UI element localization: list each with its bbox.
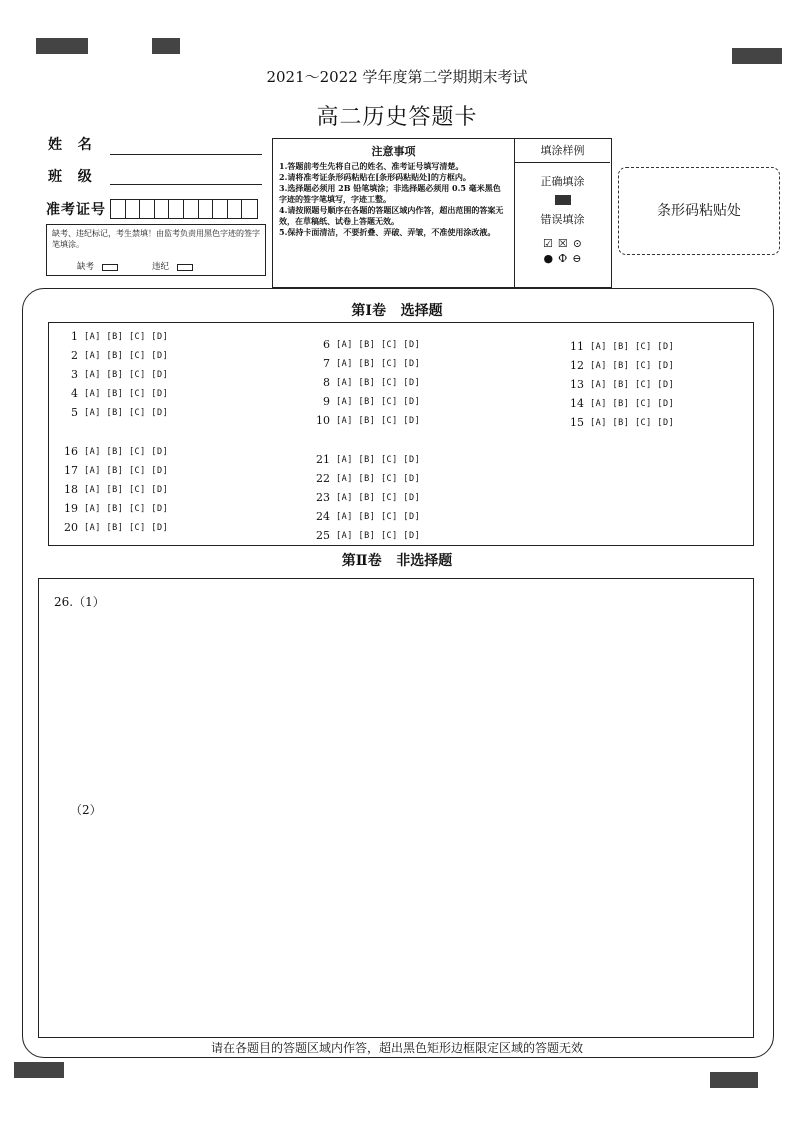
answer-options[interactable]: [A] [B] [C] [D] xyxy=(336,339,421,350)
question-number: 23 xyxy=(316,491,330,504)
answer-options[interactable]: [A] [B] [C] [D] xyxy=(590,341,675,352)
question-number: 6 xyxy=(323,338,330,351)
answer-options[interactable]: [A] [B] [C] [D] xyxy=(590,398,675,409)
mc-question-row[interactable] xyxy=(312,472,420,485)
fill-sample xyxy=(515,139,610,287)
filled-sample-mark xyxy=(555,195,571,205)
name-label: 姓 名 xyxy=(48,137,94,153)
answer-options[interactable]: [A] [B] [C] [D] xyxy=(590,360,675,371)
id-cell[interactable] xyxy=(126,200,141,218)
mc-question-row[interactable] xyxy=(60,330,168,343)
answer-options[interactable]: [A] [B] [C] [D] xyxy=(336,396,421,407)
mc-question-row[interactable] xyxy=(60,521,168,534)
absent-checkbox[interactable] xyxy=(102,264,118,271)
mc-question-row[interactable] xyxy=(566,359,674,372)
notice-instructions xyxy=(273,139,515,287)
question-number: 1 xyxy=(71,330,78,343)
mc-question-row[interactable] xyxy=(60,502,168,515)
filled-circle-icon: ● xyxy=(543,252,554,265)
notice-item: 4.请按照题号顺序在各题的答题区域内作答，超出范围的答案无效，在草稿纸、试卷上答题无效。 xyxy=(279,205,504,226)
question-number: 18 xyxy=(64,483,78,496)
mc-question-row[interactable] xyxy=(60,464,168,477)
mc-question-row[interactable] xyxy=(312,453,420,466)
mc-question-row[interactable] xyxy=(312,395,420,408)
section2-title: 第Ⅱ卷 非选择题 xyxy=(341,553,453,569)
answer-options[interactable]: [A] [B] [C] [D] xyxy=(336,358,421,369)
wrong-label: 错误填涂 xyxy=(540,213,585,226)
absent-mark-box xyxy=(46,224,266,276)
id-cell[interactable] xyxy=(213,200,228,218)
timing-mark xyxy=(152,38,180,54)
question-number: 13 xyxy=(570,378,584,391)
question-number: 21 xyxy=(316,453,330,466)
sample-title: 填涂样例 xyxy=(515,139,610,163)
mc-question-row[interactable] xyxy=(60,368,168,381)
check-mark-icon: ☑ xyxy=(543,237,553,250)
mc-question-row[interactable] xyxy=(60,445,168,458)
correct-label: 正确填涂 xyxy=(540,175,585,188)
id-cell[interactable] xyxy=(111,200,126,218)
notice-panel xyxy=(272,138,612,288)
question-number: 8 xyxy=(323,376,330,389)
id-label: 准考证号 xyxy=(46,202,106,218)
q26-part2-label: （2） xyxy=(70,803,102,817)
question-number: 9 xyxy=(323,395,330,408)
answer-options[interactable]: [A] [B] [C] [D] xyxy=(84,465,169,476)
answer-options[interactable]: [A] [B] [C] [D] xyxy=(336,530,421,541)
question-number: 16 xyxy=(64,445,78,458)
question-number: 19 xyxy=(64,502,78,515)
answer-options[interactable]: [A] [B] [C] [D] xyxy=(84,446,169,457)
timing-mark xyxy=(732,48,782,64)
mc-question-row[interactable] xyxy=(312,414,420,427)
mc-question-row[interactable] xyxy=(312,491,420,504)
mc-question-row[interactable] xyxy=(60,349,168,362)
question-number: 22 xyxy=(316,472,330,485)
mc-question-row[interactable] xyxy=(566,340,674,353)
answer-options[interactable]: [A] [B] [C] [D] xyxy=(336,492,421,503)
wrong-marks-row-1 xyxy=(515,237,610,250)
id-cell[interactable] xyxy=(184,200,199,218)
notice-title: 注意事项 xyxy=(371,145,416,158)
question-number: 20 xyxy=(64,521,78,534)
name-field[interactable] xyxy=(110,154,262,155)
timing-mark xyxy=(14,1062,64,1078)
violation-checkbox[interactable] xyxy=(177,264,193,271)
mc-question-row[interactable] xyxy=(312,357,420,370)
timing-mark xyxy=(710,1072,758,1088)
notice-item: 1.答题前考生先将自己的姓名、准考证号填写清楚。 xyxy=(279,161,464,171)
answer-options[interactable]: [A] [B] [C] [D] xyxy=(84,522,169,533)
id-cell[interactable] xyxy=(140,200,155,218)
question-number: 10 xyxy=(316,414,330,427)
id-cell[interactable] xyxy=(169,200,184,218)
question-number: 15 xyxy=(570,416,584,429)
question-number: 4 xyxy=(71,387,78,400)
answer-options[interactable]: [A] [B] [C] [D] xyxy=(84,503,169,514)
mc-question-row[interactable] xyxy=(312,338,420,351)
question-number: 2 xyxy=(71,349,78,362)
bar-mark-icon: Ф xyxy=(558,252,568,265)
mc-question-row[interactable] xyxy=(566,378,674,391)
answer-options[interactable]: [A] [B] [C] [D] xyxy=(590,417,675,428)
mc-question-row[interactable] xyxy=(566,397,674,410)
class-label: 班 级 xyxy=(48,169,94,185)
answer-options[interactable]: [A] [B] [C] [D] xyxy=(336,473,421,484)
question-number: 25 xyxy=(316,529,330,542)
exam-title: 2021～2022 学年度第二学期期末考试 xyxy=(266,68,528,86)
notice-item: 5.保持卡面清洁，不要折叠、弄破、弄皱，不准使用涂改液。 xyxy=(279,227,496,237)
answer-options[interactable]: [A] [B] [C] [D] xyxy=(336,454,421,465)
mc-question-row[interactable] xyxy=(312,510,420,523)
notice-item: 2.请将准考证条形码粘贴在[条形码粘贴处]的方框内。 xyxy=(279,172,471,182)
question-number: 14 xyxy=(570,397,584,410)
id-cell[interactable] xyxy=(199,200,214,218)
footer-note: 请在各题目的答题区域内作答，超出黑色矩形边框限定区域的答题无效 xyxy=(210,1041,583,1055)
absent-note: 缺考、违纪标记，考生禁填！由监考负责用黑色字迹的签字笔填涂。 xyxy=(52,229,260,249)
card-title: 高二历史答题卡 xyxy=(316,105,478,130)
question-number: 17 xyxy=(64,464,78,477)
q26-answer-area[interactable] xyxy=(38,578,754,1038)
cross-mark-icon: ☒ xyxy=(557,237,568,250)
answer-options[interactable]: [A] [B] [C] [D] xyxy=(590,379,675,390)
mc-question-row[interactable] xyxy=(312,529,420,542)
answer-options[interactable]: [A] [B] [C] [D] xyxy=(84,331,169,342)
line-mark-icon: ⊖ xyxy=(572,252,582,265)
class-field[interactable] xyxy=(110,184,262,185)
answer-options[interactable]: [A] [B] [C] [D] xyxy=(84,350,169,361)
barcode-area: 条形码粘贴处 xyxy=(618,167,780,255)
answer-options[interactable]: [A] [B] [C] [D] xyxy=(84,369,169,380)
question-number: 24 xyxy=(316,510,330,523)
answer-options[interactable]: [A] [B] [C] [D] xyxy=(84,484,169,495)
answer-options[interactable]: [A] [B] [C] [D] xyxy=(336,415,421,426)
question-number: 7 xyxy=(323,357,330,370)
notice-item: 3.选择题必须用 2B 铅笔填涂；非选择题必须用 0.5 毫米黑色字迹的签字笔填写，字迹工整。 xyxy=(279,183,501,204)
answer-options[interactable]: [A] [B] [C] [D] xyxy=(336,377,421,388)
id-number-boxes[interactable] xyxy=(110,199,258,219)
mc-question-row[interactable] xyxy=(60,406,168,419)
dot-mark-icon: ⊙ xyxy=(572,237,582,250)
question-number: 3 xyxy=(71,368,78,381)
violation-label: 违纪 xyxy=(152,262,170,272)
absent-label: 缺考 xyxy=(77,262,95,272)
answer-options[interactable]: [A] [B] [C] [D] xyxy=(336,511,421,522)
answer-options[interactable]: [A] [B] [C] [D] xyxy=(84,388,169,399)
mc-question-row[interactable] xyxy=(60,483,168,496)
mc-question-row[interactable] xyxy=(312,376,420,389)
answer-options[interactable]: [A] [B] [C] [D] xyxy=(84,407,169,418)
id-cell[interactable] xyxy=(228,200,243,218)
q26-label: 26.（1） xyxy=(54,595,105,609)
id-cell[interactable] xyxy=(242,200,257,218)
section1-title: 第Ⅰ卷 选择题 xyxy=(351,303,443,319)
absent-options xyxy=(77,262,219,273)
mc-question-row[interactable] xyxy=(566,416,674,429)
question-number: 11 xyxy=(570,340,584,353)
wrong-marks-row-2 xyxy=(515,252,610,265)
mc-question-row[interactable] xyxy=(60,387,168,400)
question-number: 5 xyxy=(71,406,78,419)
timing-mark xyxy=(36,38,88,54)
question-number: 12 xyxy=(570,359,584,372)
id-cell[interactable] xyxy=(155,200,170,218)
